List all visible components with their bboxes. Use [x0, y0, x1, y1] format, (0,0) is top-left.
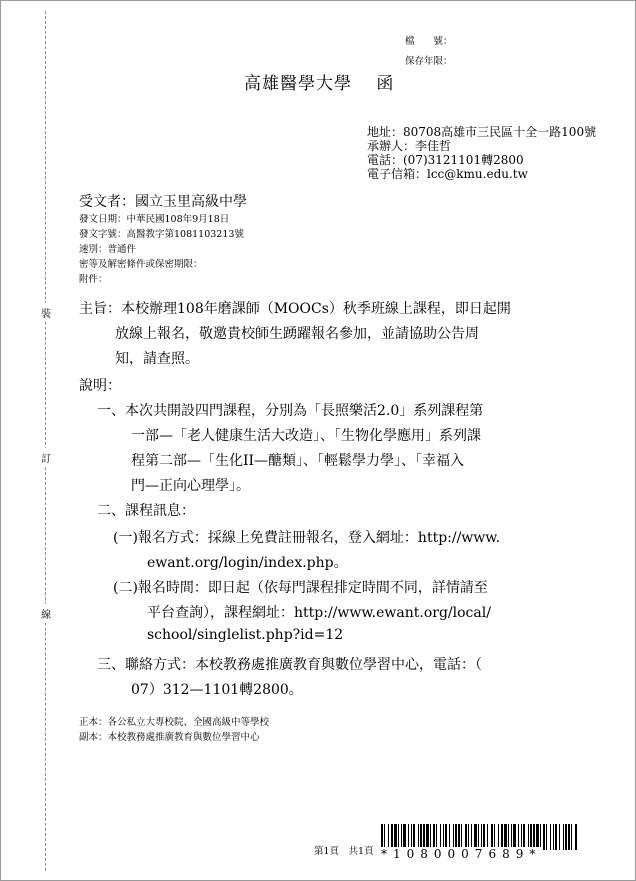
barcode-bar — [546, 824, 547, 850]
barcode-bar — [575, 824, 577, 850]
subject-line-1: 主旨：本校辦理108年磨課師（MOOCs）秋季班線上課程，即日起開 — [79, 301, 511, 317]
delivery-speed: 速別：普通件 — [79, 244, 137, 255]
binding-mark-top: 裝 — [41, 303, 51, 322]
item2-sub2-line-1: (二)報名時間：即日起（依每門課程排定時間不同，詳情請至 — [113, 580, 488, 596]
explanation-label: 說明： — [79, 378, 121, 394]
item1-line-1: 一、本次共開設四門課程，分別為「長照樂活2.0」系列課程第 — [97, 403, 484, 419]
binding-mark-middle: 訂 — [41, 448, 51, 467]
retention-label: 保存年限： — [405, 56, 453, 67]
item2-sub2-line-3: school/singlelist.php?id=12 — [147, 627, 344, 643]
item3-line-2: 07）312—1101轉2800。 — [131, 682, 303, 698]
issue-date: 發文日期：中華民國108年9月18日 — [79, 214, 230, 225]
barcode-bar — [565, 824, 567, 850]
item1-line-4: 門—正向心理學」。 — [131, 478, 250, 494]
item3-line-1: 三、聯絡方式：本校教務處推廣教育與數位學習中心，電話：（ — [97, 657, 482, 673]
barcode-bar — [568, 824, 570, 850]
file-number-label: 檔 號： — [405, 36, 453, 47]
distribution-copy: 副本：本校教務處推廣教育與數位學習中心 — [79, 732, 260, 743]
barcode-bar — [571, 824, 572, 850]
page-number: 第1頁 共1頁 — [314, 846, 374, 857]
sender-email: 電子信箱：lcc@kmu.edu.tw — [367, 167, 528, 181]
distribution-main: 正本：各公私立大專校院、全國高級中等學校 — [79, 717, 270, 728]
subject-line-2: 放線上報名，敬邀貴校師生踴躍報名參加，並請協助公告周 — [115, 326, 479, 342]
barcode-bar — [553, 824, 554, 850]
binding-mark-bottom: 線 — [41, 604, 51, 623]
barcode-text: *1080007689* — [381, 847, 542, 861]
subject-line-3: 知，請查照。 — [115, 351, 199, 367]
binding-line — [45, 11, 46, 871]
item2-sub1-line-2: ewant.org/login/index.php。 — [147, 555, 348, 571]
barcode-bar — [550, 824, 551, 850]
attachment: 附件： — [79, 274, 108, 285]
item1-line-3: 程第二部—「生化II—醣類」、「輕鬆學力學」、「幸福入 — [131, 453, 465, 469]
sender-handler: 承辦人：李佳哲 — [367, 139, 452, 153]
barcode-bar — [555, 824, 557, 850]
barcode-bar — [559, 824, 560, 850]
barcode-bar — [543, 824, 545, 850]
item2-sub2-line-2: 平台查詢），課程網址：http://www.ewant.org/local/ — [147, 605, 491, 621]
barcode-bar — [563, 824, 564, 850]
item2-heading: 二、課程訊息： — [97, 503, 195, 519]
issue-number: 發文字號：高醫教字第1081103213號 — [79, 229, 244, 240]
item1-line-2: 一部—「老人健康生活大改造」、「生物化學應用」系列課 — [131, 428, 481, 444]
sender-address: 地址：80708高雄市三民區十全一路100號 — [367, 125, 597, 139]
item2-sub1-line-1: (一)報名方式：採線上免費註冊報名，登入網址：http://www. — [113, 530, 501, 546]
letter-title: 高雄醫學大學 函 — [244, 74, 395, 94]
secrecy-level: 密等及解密條件或保密期限： — [79, 259, 203, 270]
sender-phone: 電話：(07)3121101轉2800 — [367, 153, 524, 167]
recipient: 受文者：國立玉里高級中學 — [79, 194, 247, 210]
